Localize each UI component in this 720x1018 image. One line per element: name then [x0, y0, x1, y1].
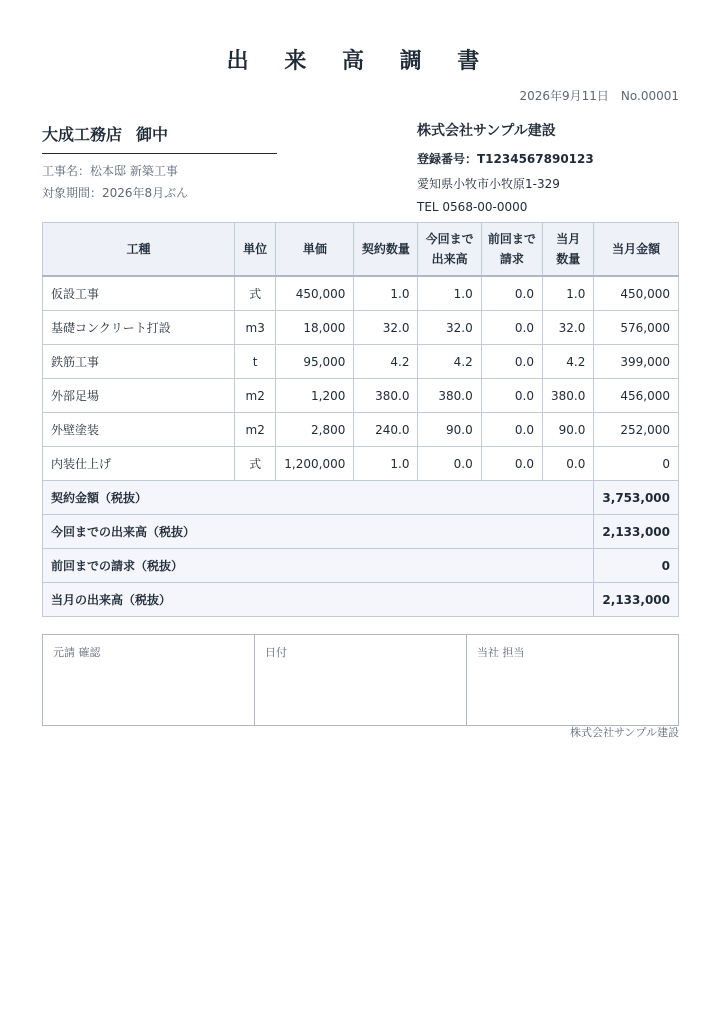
cell-cumulative: 32.0	[418, 311, 481, 345]
header-cumulative-line2: 出来高	[431, 252, 468, 266]
cell-contract-qty: 380.0	[354, 379, 418, 413]
header-contract-qty: 契約数量	[354, 223, 418, 277]
cell-month-qty: 0.0	[543, 447, 594, 481]
issuer-block	[417, 120, 594, 222]
cell-previous: 0.0	[481, 379, 542, 413]
table-row	[43, 413, 679, 447]
summary-row	[43, 515, 679, 549]
summary-label: 前回までの請求（税抜）	[43, 549, 594, 583]
cell-item: 鉄筋工事	[43, 345, 235, 379]
cell-price: 18,000	[276, 311, 354, 345]
cell-month-qty: 380.0	[543, 379, 594, 413]
cell-contract-qty: 1.0	[354, 447, 418, 481]
table-row	[43, 379, 679, 413]
issuer-tel: TEL 0568-00-0000	[417, 200, 528, 214]
header-price: 単価	[276, 223, 354, 277]
cell-amount: 576,000	[594, 311, 679, 345]
staff-box: 当社 担当	[467, 635, 679, 726]
project-name: 工事名：松本邸 新築工事	[42, 164, 178, 178]
cell-amount: 0	[594, 447, 679, 481]
cell-item: 外壁塗装	[43, 413, 235, 447]
cell-amount: 450,000	[594, 276, 679, 311]
summary-label: 契約金額（税抜）	[43, 481, 594, 515]
table-header-row	[43, 223, 679, 277]
table-row	[43, 447, 679, 481]
cell-unit: m2	[235, 379, 276, 413]
confirmation-boxes	[42, 634, 679, 726]
cell-price: 95,000	[276, 345, 354, 379]
cell-month-qty: 90.0	[543, 413, 594, 447]
cell-price: 450,000	[276, 276, 354, 311]
cell-cumulative: 380.0	[418, 379, 481, 413]
footer-company: 株式会社サンプル建設	[569, 726, 679, 739]
cell-previous: 0.0	[481, 276, 542, 311]
cell-price: 1,200	[276, 379, 354, 413]
cell-previous: 0.0	[481, 345, 542, 379]
cell-price: 2,800	[276, 413, 354, 447]
table-row	[43, 311, 679, 345]
cell-unit: m3	[235, 311, 276, 345]
cell-unit: 式	[235, 447, 276, 481]
cell-contract-qty: 4.2	[354, 345, 418, 379]
cell-amount: 456,000	[594, 379, 679, 413]
summary-label: 今回までの出来高（税抜）	[43, 515, 594, 549]
cell-item: 内装仕上げ	[43, 447, 235, 481]
progress-table	[42, 222, 679, 617]
cell-cumulative: 4.2	[418, 345, 481, 379]
summary-row	[43, 549, 679, 583]
cell-month-qty: 4.2	[543, 345, 594, 379]
header-item: 工種	[43, 223, 235, 277]
document-number: No.00001	[620, 89, 679, 103]
header-cumulative	[418, 223, 481, 277]
cell-previous: 0.0	[481, 413, 542, 447]
table-row	[43, 345, 679, 379]
header-month-line1: 当月	[556, 232, 581, 246]
cell-month-qty: 32.0	[543, 311, 594, 345]
document-meta	[519, 87, 679, 104]
target-period: 対象期間：2026年8月ぶん	[42, 186, 189, 200]
cell-item: 外部足場	[43, 379, 235, 413]
header-previous-line1: 前回まで	[487, 232, 536, 246]
header-previous-line2: 請求	[499, 252, 524, 266]
cell-contract-qty: 1.0	[354, 276, 418, 311]
cell-item: 仮設工事	[43, 276, 235, 311]
client-name-block	[42, 122, 277, 154]
cell-item: 基礎コンクリート打設	[43, 311, 235, 345]
cell-unit: t	[235, 345, 276, 379]
header-previous	[481, 223, 542, 277]
cell-amount: 252,000	[594, 413, 679, 447]
cell-cumulative: 0.0	[418, 447, 481, 481]
cell-cumulative: 1.0	[418, 276, 481, 311]
cell-contract-qty: 32.0	[354, 311, 418, 345]
issue-date: 2026年9月11日	[519, 89, 609, 103]
cell-unit: 式	[235, 276, 276, 311]
document-title: 出 来 高 調 書	[226, 49, 494, 74]
cell-price: 1,200,000	[276, 447, 354, 481]
summary-label: 当月の出来高（税抜）	[43, 583, 594, 617]
header-amount: 当月金額	[594, 223, 679, 277]
summary-value: 2,133,000	[594, 515, 679, 549]
contractor-confirm-box: 元請 確認	[43, 635, 255, 726]
cell-unit: m2	[235, 413, 276, 447]
header-unit: 単位	[235, 223, 276, 277]
client-honorific: 御中	[136, 125, 169, 144]
client-name: 大成工務店	[42, 125, 123, 144]
cell-contract-qty: 240.0	[354, 413, 418, 447]
summary-row	[43, 481, 679, 515]
header-cumulative-line1: 今回まで	[425, 232, 474, 246]
summary-value: 0	[594, 549, 679, 583]
cell-month-qty: 1.0	[543, 276, 594, 311]
cell-amount: 399,000	[594, 345, 679, 379]
cell-previous: 0.0	[481, 311, 542, 345]
cell-cumulative: 90.0	[418, 413, 481, 447]
issuer-name: 株式会社サンプル建設	[417, 123, 556, 139]
cell-previous: 0.0	[481, 447, 542, 481]
summary-row	[43, 583, 679, 617]
date-box: 日付	[255, 635, 467, 726]
header-month-qty	[543, 223, 594, 277]
summary-value: 3,753,000	[594, 481, 679, 515]
registration-number: 登録番号：T1234567890123	[417, 152, 594, 166]
header-month-line2: 数量	[556, 252, 581, 266]
table-row	[43, 276, 679, 311]
confirmation-row	[43, 635, 679, 726]
summary-value: 2,133,000	[594, 583, 679, 617]
issuer-address: 愛知県小牧市小牧原1-329	[417, 177, 560, 191]
